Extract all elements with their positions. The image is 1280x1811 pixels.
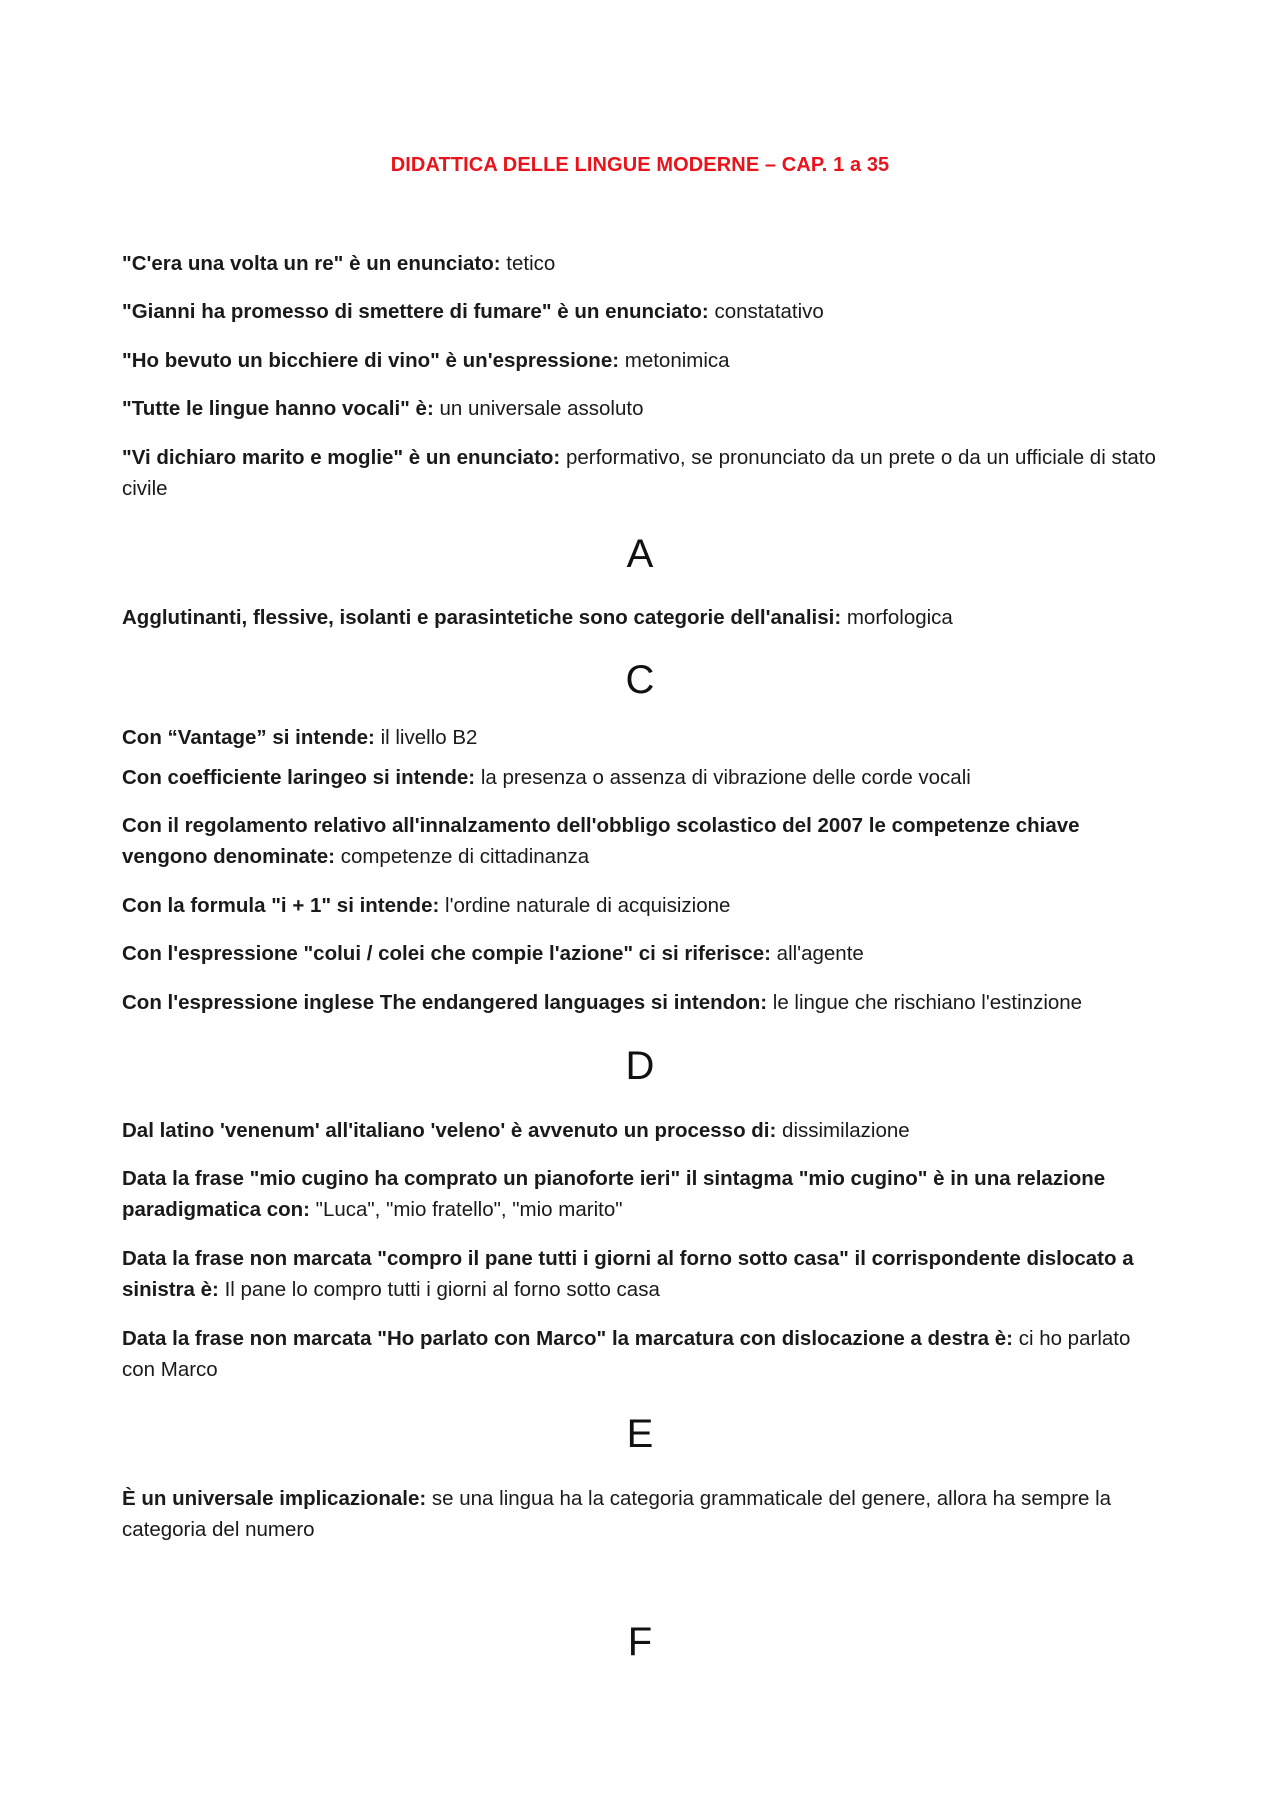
section-letter-e: E [626, 1412, 654, 1456]
entry-answer: le lingue che rischiano l'estinzione [772, 991, 1083, 1014]
entry-question: Data la frase "mio cugino ha comprato un pianoforte ieri" il sintagma "mio cugino" è in una relazione paradigmatica con: [122, 1167, 1106, 1221]
entry [122, 345, 1162, 376]
entry-question: Con coefficiente laringeo si intende: [122, 766, 476, 789]
entry-answer: Il pane lo compro tutti i giorni al forno sotto casa [224, 1278, 660, 1301]
entry [122, 1163, 1162, 1225]
entry [122, 810, 1162, 872]
entry-question: Agglutinanti, flessive, isolanti e parasintetiche sono categorie dell'analisi: [122, 606, 842, 629]
entry [122, 1115, 1162, 1146]
entry-answer: dissimilazione [782, 1119, 910, 1142]
entry-answer: competenze di cittadinanza [340, 845, 590, 868]
entry-question: "Gianni ha promesso di smettere di fumare" è un enunciato: [122, 300, 709, 323]
entry-answer: constatativo [714, 300, 824, 323]
entry [122, 296, 1162, 327]
entry [122, 1243, 1162, 1305]
entry [122, 248, 1162, 279]
entry-answer: "Luca", "mio fratello", "mio marito" [315, 1198, 623, 1221]
section-letter-d: D [625, 1044, 655, 1088]
entry-question: Dal latino 'venenum' all'italiano 'veleno' è avvenuto un processo di: [122, 1119, 777, 1142]
entry-question: Con il regolamento relativo all'innalzamento dell'obbligo scolastico del 2007 le competenze chiave vengono denominate: [122, 814, 1080, 868]
entry-question: Con l'espressione inglese The endangered languages si intendon: [122, 991, 768, 1014]
entry [122, 722, 1162, 753]
entry-question: "Tutte le lingue hanno vocali" è: [122, 397, 434, 420]
entry-question: Data la frase non marcata "Ho parlato con Marco" la marcatura con dislocazione a destra è: [122, 1327, 1013, 1350]
entry [122, 762, 1162, 793]
entry-answer: tetico [506, 252, 556, 275]
entry-answer: se una lingua ha la categoria grammaticale del genere, allora ha sempre la categoria del numero [122, 1487, 1112, 1541]
section-letter-c: C [625, 658, 655, 702]
entry-answer: metonimica [624, 349, 730, 372]
entry [122, 1323, 1162, 1385]
entry-question: "C'era una volta un re" è un enunciato: [122, 252, 501, 275]
entry [122, 1483, 1162, 1545]
entry-question: "Ho bevuto un bicchiere di vino" è un'espressione: [122, 349, 620, 372]
entry-question: È un universale implicazionale: [122, 1487, 427, 1510]
entry-answer: un universale assoluto [439, 397, 644, 420]
document-title: DIDATTICA DELLE LINGUE MODERNE – CAP. 1 a 35 [390, 154, 890, 176]
entry-answer: la presenza o assenza di vibrazione delle corde vocali [480, 766, 971, 789]
entry-question: "Vi dichiaro marito e moglie" è un enunciato: [122, 446, 561, 469]
entry-answer: il livello B2 [380, 726, 478, 749]
entry-answer: performativo, se pronunciato da un prete o da un ufficiale di stato civile [122, 446, 1156, 500]
entry-question: Con l'espressione "colui / colei che compie l'azione" ci si riferisce: [122, 942, 771, 965]
entry [122, 602, 1162, 633]
section-letter-a: A [626, 532, 654, 576]
entry [122, 442, 1162, 504]
entry [122, 938, 1162, 969]
entry [122, 987, 1162, 1018]
entry-answer: l'ordine naturale di acquisizione [445, 894, 731, 917]
entry-question: Con la formula "i + 1" si intende: [122, 894, 440, 917]
section-letter-f: F [627, 1620, 653, 1664]
entry-answer: ci ho parlato con Marco [122, 1327, 1131, 1381]
entry-answer: morfologica [846, 606, 953, 629]
entry-answer: all'agente [776, 942, 864, 965]
entry-question: Con “Vantage” si intende: [122, 726, 375, 749]
entry-question: Data la frase non marcata "compro il pane tutti i giorni al forno sotto casa" il corrispondente dislocato a sinistra è: [122, 1247, 1134, 1301]
entry [122, 890, 1162, 921]
entry [122, 393, 1162, 424]
